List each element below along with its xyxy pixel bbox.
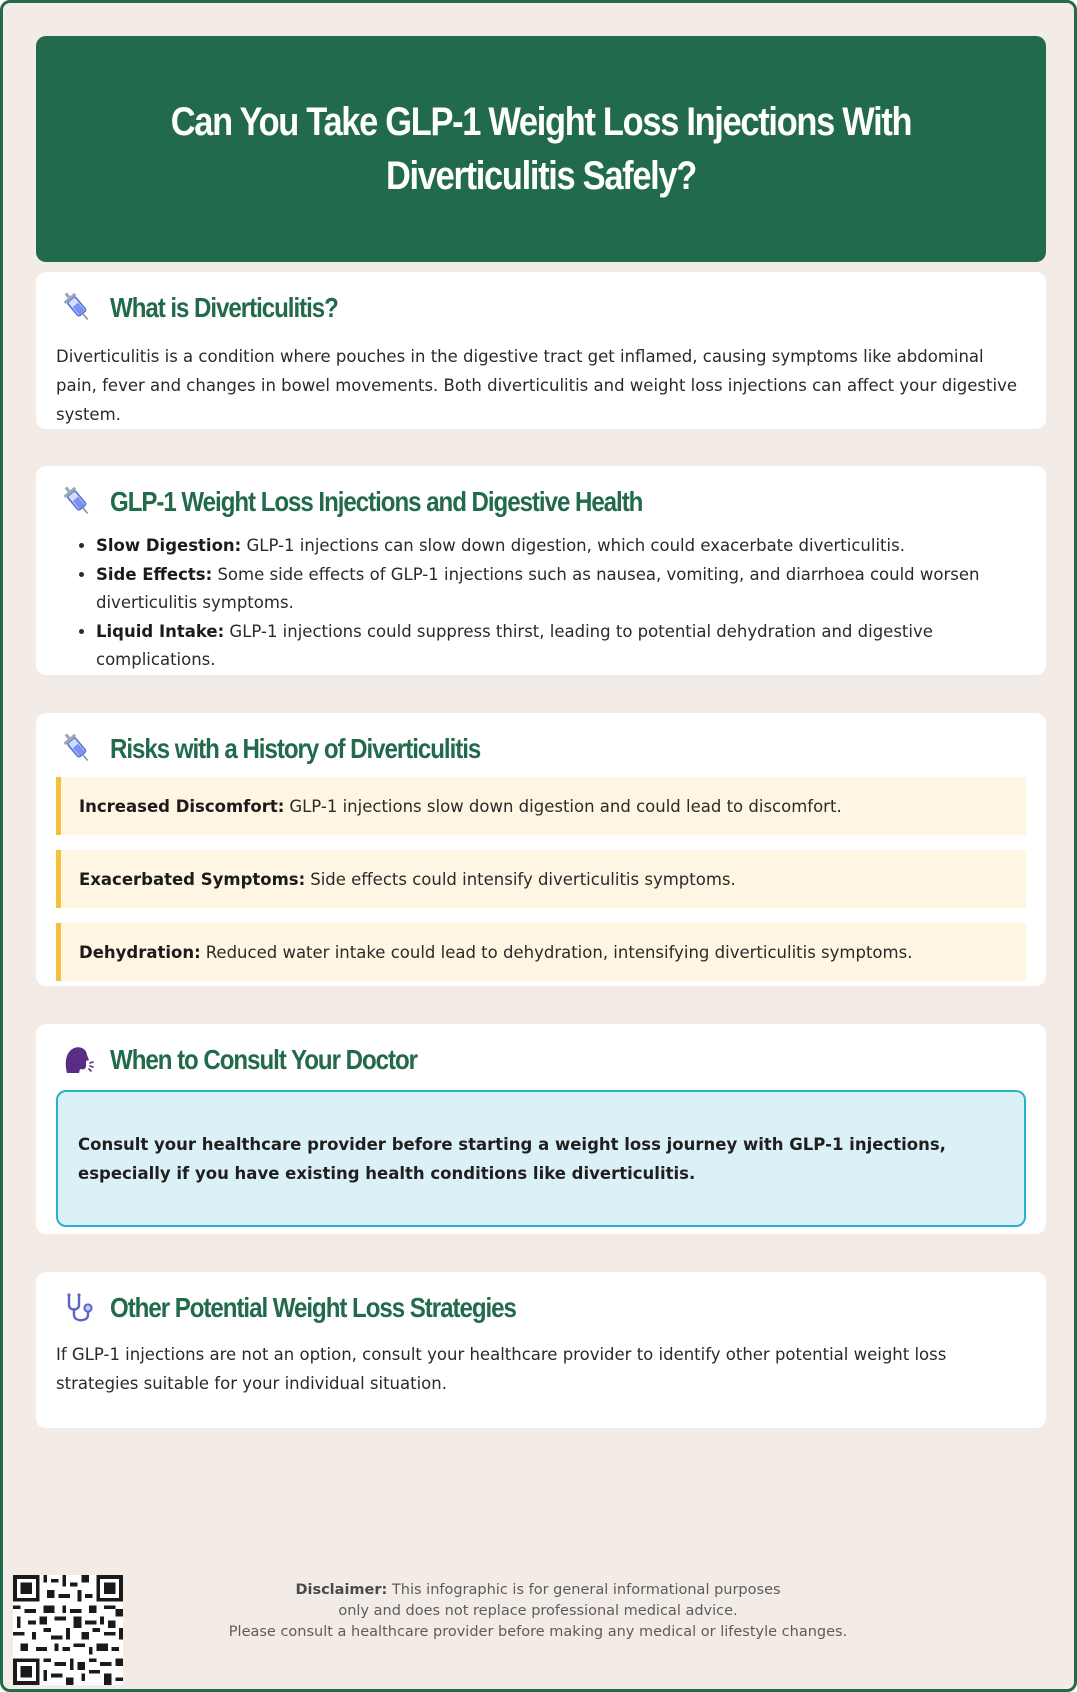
section-heading: Risks with a History of Diverticulitis [110,733,481,764]
risk-label: Exacerbated Symptoms: [79,869,306,889]
risk-list [56,777,1026,981]
disclaimer-line: only and does not replace professional medical advice. [338,1603,738,1619]
item-text: GLP-1 injections can slow down digestion, which could exacerbate diverticulitis. [246,536,905,555]
disclaimer [163,1580,913,1643]
section-header [56,1040,1026,1080]
syringe-icon [58,291,98,325]
section-text: Diverticulitis is a condition where pouches in the digestive tract get inflamed, causing symptoms like abdominal pain, fever and changes in bowel movements. Both diverticulitis and weight loss injections can affect your digestive system. [56,347,1017,424]
disclaimer-text: This infographic is for general informational purposes [391,1582,781,1598]
disclaimer-line [163,1580,913,1601]
section-header [56,1288,1026,1328]
stethoscope-icon [58,1291,98,1325]
title-banner [36,36,1046,262]
syringe-icon [58,485,98,519]
section-heading: GLP-1 Weight Loss Injections and Digestive Health [110,486,643,517]
risk-text: GLP-1 injections slow down digestion and could lead to discomfort. [289,796,842,816]
section-text: If GLP-1 injections are not an option, consult your healthcare provider to identify other potential weight loss strategies suitable for your individual situation. [56,1345,947,1393]
risk-label: Dehydration: [79,942,201,962]
section-what-is-diverticulitis [36,272,1046,429]
item-label: Side Effects: [96,564,213,584]
section-header [56,482,1026,522]
consult-text: Consult your healthcare provider before starting a weight loss journey with GLP-1 injections, especially if you have existing health conditions like diverticulitis. [78,1134,946,1183]
risk-callout [56,777,1026,835]
syringe-icon [58,732,98,766]
section-heading: When to Consult Your Doctor [110,1044,418,1075]
risk-label: Increased Discomfort: [79,796,285,816]
list-item [96,561,1026,618]
section-header [56,288,1026,328]
risk-text: Reduced water intake could lead to dehydration, intensifying diverticulitis symptoms. [205,942,913,962]
section-heading: Other Potential Weight Loss Strategies [110,1292,516,1323]
section-digestive-health [36,466,1046,675]
page-title: Can You Take GLP-1 Weight Loss Injections With Diverticulitis Safely? [170,100,912,198]
item-text: GLP-1 injections could suppress thirst, leading to potential dehydration and digestive complications. [96,621,933,669]
digestive-list [56,532,1026,675]
section-consult-doctor [36,1024,1046,1234]
item-label: Slow Digestion: [96,536,242,555]
list-item [96,532,1026,561]
risk-text: Side effects could intensify diverticulitis symptoms. [310,869,736,889]
risk-callout [56,923,1026,981]
list-item [96,618,1026,675]
item-text: Some side effects of GLP-1 injections such as nausea, vomiting, and diarrhoea could worsen diverticulitis symptoms. [96,564,980,612]
disclaimer-line: Please consult a healthcare provider before making any medical or lifestyle changes. [228,1624,848,1640]
risk-callout [56,850,1026,908]
section-heading: What is Diverticulitis? [110,292,338,323]
section-risks [36,713,1046,986]
qr-code-icon [13,1575,123,1685]
disclaimer-label: Disclaimer: [295,1582,388,1598]
consult-callout [56,1090,1026,1227]
item-label: Liquid Intake: [96,621,225,641]
speaking-head-icon [58,1043,98,1077]
section-other-strategies [36,1272,1046,1428]
section-header [56,729,1026,769]
